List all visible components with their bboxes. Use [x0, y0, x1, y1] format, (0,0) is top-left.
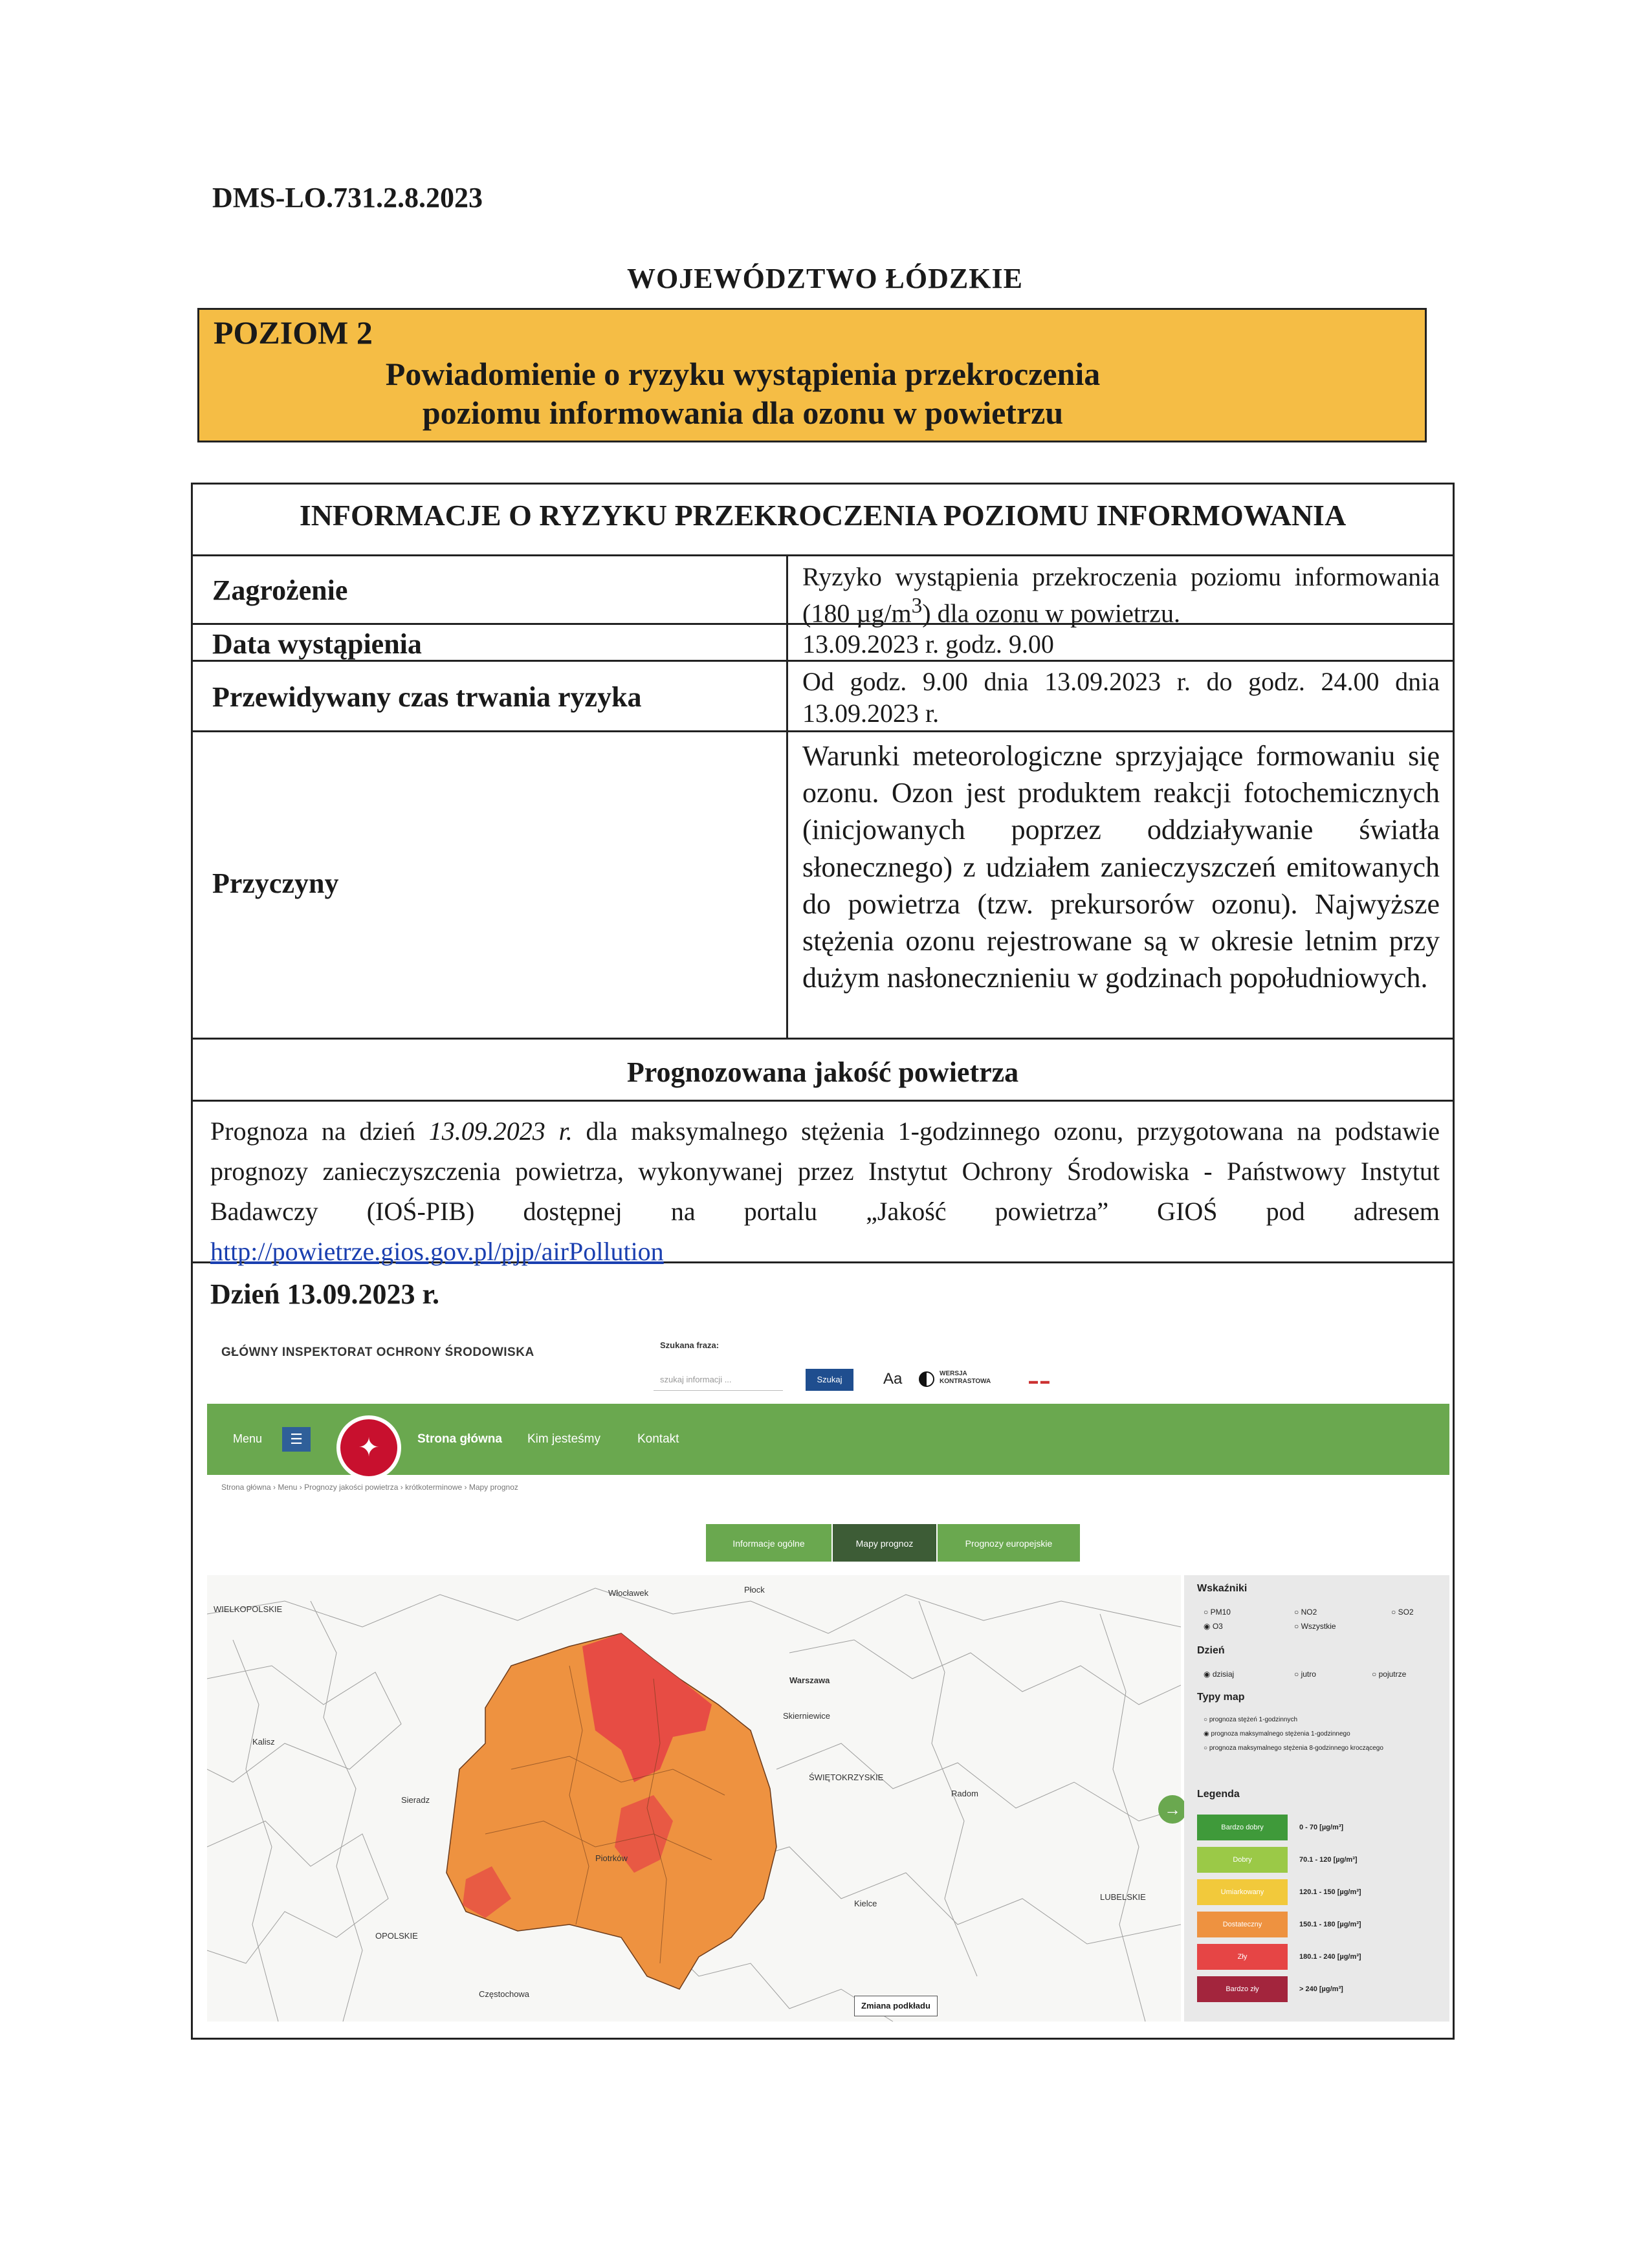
map-label: Radom	[951, 1789, 978, 1798]
table-divider	[786, 554, 788, 1038]
table-line	[191, 554, 1455, 556]
legend-title: Legenda	[1197, 1789, 1240, 1800]
tab-general-info[interactable]: Informacje ogólne	[705, 1523, 832, 1562]
search-button[interactable]: Szukaj	[806, 1369, 853, 1391]
row-label-threat: Zagrożenie	[212, 574, 348, 606]
contrast-version-label[interactable]: WERSJA KONTRASTOWA	[940, 1370, 991, 1385]
map-label: ŚWIĘTOKRZYSKIE	[809, 1772, 884, 1782]
legend-swatch: Umiarkowany	[1197, 1879, 1288, 1905]
breadcrumb[interactable]: Strona główna › Menu › Prognozy jakości powietrza › krótkoterminowe › Mapy prognoz	[221, 1483, 518, 1492]
map-label: Sieradz	[401, 1795, 430, 1805]
font-size-toggle[interactable]: Aa	[883, 1370, 903, 1388]
map-label: WIELKOPOLSKIE	[214, 1604, 283, 1614]
forecast-title: Prognozowana jakość powietrza	[626, 1056, 1019, 1088]
gios-screenshot	[207, 1333, 1449, 2022]
contrast-icon[interactable]	[919, 1371, 934, 1387]
indicator-o3[interactable]: ◉ O3	[1204, 1622, 1223, 1631]
row-value-duration: Od godz. 9.00 dnia 13.09.2023 r. do godz. 24.00 dnia 13.09.2023 r.	[802, 667, 1440, 728]
day-tomorrow[interactable]: ○ jutro	[1294, 1670, 1316, 1679]
legend-range: 180.1 - 240 [µg/m³]	[1299, 1953, 1361, 1961]
map-type-1h[interactable]: ○ prognoza stężeń 1-godzinnych	[1204, 1716, 1298, 1723]
nav-about[interactable]: Kim jesteśmy	[527, 1432, 600, 1446]
map-type-max-8h[interactable]: ○ prognoza maksymalnego stężenia 8-godzinnego kroczącego	[1204, 1745, 1383, 1752]
map-graphic	[207, 1575, 1181, 2022]
legend-range: > 240 [µg/m³]	[1299, 1985, 1343, 1993]
indicator-no2[interactable]: ○ NO2	[1294, 1608, 1317, 1617]
indicator-pm10[interactable]: ○ PM10	[1204, 1608, 1231, 1617]
map-options-panel	[1184, 1575, 1449, 2022]
table-line	[191, 1100, 1455, 1102]
alert-banner	[197, 308, 1427, 442]
change-background-button[interactable]: Zmiana podkładu	[854, 1996, 938, 2016]
map-label: Włocławek	[608, 1588, 649, 1598]
legend-swatch: Zły	[1197, 1944, 1288, 1970]
table-line	[191, 730, 1455, 732]
legend-range: 70.1 - 120 [µg/m³]	[1299, 1856, 1358, 1864]
tab-forecast-maps[interactable]: Mapy prognoz	[832, 1523, 937, 1562]
legend-swatch: Dostateczny	[1197, 1912, 1288, 1937]
panel-toggle-button[interactable]: →	[1158, 1795, 1187, 1824]
info-section-title: INFORMACJE O RYZYKU PRZEKROCZENIA POZIOMU INFORMOWANIA	[299, 499, 1347, 532]
language-flags-icon[interactable]: ▬ ▬	[1029, 1375, 1050, 1386]
map-type-title: Typy map	[1197, 1692, 1245, 1703]
forecast-map[interactable]	[207, 1575, 1181, 2022]
alert-title-line2: poziomu informowania dla ozonu w powietrzu	[422, 395, 1064, 431]
gios-link[interactable]: http://powietrze.gios.gov.pl/pjp/airPollution	[210, 1237, 664, 1266]
row-value-threat: Ryzyko wystąpienia przekroczenia poziomu informowania (180 $\mu g/m^3$) dla ozonu w powietrzu.	[802, 562, 1440, 628]
row-value-causes: Warunki meteorologiczne sprzyjające formowaniu się ozonu. Ozon jest produktem reakcji fotochemicznych (inicjowanych poprzez oddziaływanie światła słonecznego) z udziałem zanieczyszczeń emitowanych do powietrza (tzw. prekursorów ozonu). Najwyższe stężenia ozonu rejestrowane są w okresie letnim przy dużym nasłonecznieniu w godzinach popołudniowych.	[802, 740, 1440, 994]
legend-swatch: Bardzo zły	[1197, 1976, 1288, 2002]
emblem-icon: ✦	[336, 1415, 401, 1480]
day-after-tomorrow[interactable]: ○ pojutrze	[1372, 1670, 1407, 1679]
map-type-max-1h[interactable]: ◉ prognoza maksymalnego stężenia 1-godzinnego	[1204, 1730, 1350, 1738]
map-label: Częstochowa	[479, 1989, 530, 1999]
tab-european-forecasts[interactable]: Prognozy europejskie	[937, 1523, 1081, 1562]
forecast-text: Prognoza na dzień 13.09.2023 r. dla maksymalnego stężenia 1-godzinnego ozonu, przygotowana na podstawie prognozy zanieczyszczenia powietrza, wykonywanej przez Instytut Ochrony Środowiska - Państwowy Instytut Badawczy (IOŚ-PIB) dostępnej na portalu „Jakość powietrza” GIOŚ pod adresem http://powietrze.gios.gov.pl/pjp/airPollution	[210, 1117, 1440, 1266]
map-label: Kalisz	[252, 1737, 275, 1747]
table-line	[191, 1038, 1455, 1040]
map-label: Skierniewice	[783, 1711, 830, 1721]
alert-title-line1: Powiadomienie o ryzyku wystąpienia przekroczenia	[385, 356, 1101, 392]
menu-button[interactable]: ☰	[282, 1427, 311, 1452]
row-label-date: Data wystąpienia	[212, 628, 422, 660]
day-title: Dzień	[1197, 1645, 1225, 1656]
alert-level: POZIOM 2	[214, 314, 373, 351]
nav-contact[interactable]: Kontakt	[637, 1432, 679, 1446]
legend-swatch: Dobry	[1197, 1847, 1288, 1873]
indicators-title: Wskaźniki	[1197, 1583, 1248, 1594]
day-label: Dzień 13.09.2023 r.	[210, 1278, 440, 1310]
map-label: LUBELSKIE	[1100, 1892, 1146, 1902]
legend-range: 150.1 - 180 [µg/m³]	[1299, 1921, 1361, 1928]
map-label: Warszawa	[789, 1675, 830, 1685]
map-label: Kielce	[854, 1899, 877, 1908]
voivodeship-title: WOJEWÓDZTWO ŁÓDZKIE	[627, 263, 1023, 294]
row-value-date: 13.09.2023 r. godz. 9.00	[802, 629, 1054, 659]
row-label-causes: Przyczyny	[212, 867, 339, 899]
document-id: DMS-LO.731.2.8.2023	[212, 182, 483, 213]
map-label: Piotrków	[595, 1853, 628, 1863]
nav-home[interactable]: Strona główna	[417, 1432, 502, 1446]
row-label-duration: Przewidywany czas trwania ryzyka	[212, 681, 642, 713]
legend-range: 120.1 - 150 [µg/m³]	[1299, 1888, 1361, 1896]
search-input[interactable]: szukaj informacji ...	[654, 1369, 783, 1391]
legend-swatch: Bardzo dobry	[1197, 1815, 1288, 1840]
legend-range: 0 - 70 [µg/m³]	[1299, 1824, 1344, 1831]
map-label: OPOLSKIE	[375, 1931, 418, 1941]
indicator-so2[interactable]: ○ SO2	[1391, 1608, 1414, 1617]
menu-label: Menu	[233, 1432, 263, 1445]
indicator-all[interactable]: ○ Wszystkie	[1294, 1622, 1336, 1631]
search-label: Szukana fraza:	[660, 1340, 720, 1350]
day-today[interactable]: ◉ dzisiaj	[1204, 1670, 1235, 1679]
gios-header: GŁÓWNY INSPEKTORAT OCHRONY ŚRODOWISKA	[221, 1346, 534, 1359]
map-label: Płock	[744, 1585, 765, 1595]
